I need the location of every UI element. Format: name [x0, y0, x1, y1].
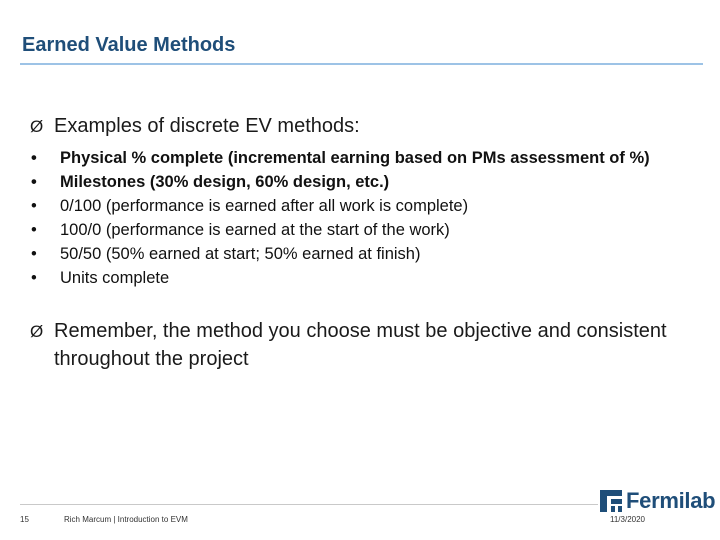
bullet-dot-icon: •: [31, 173, 37, 191]
footer-author: Rich Marcum | Introduction to EVM: [64, 515, 188, 524]
list-item: [30, 218, 700, 242]
footer-date: 11/3/2020: [610, 515, 645, 524]
title-divider: [20, 63, 703, 65]
fermilab-logo-icon: [600, 490, 622, 512]
slide-content: [30, 112, 700, 373]
list-item-text: Milestones (30% design, 60% design, etc.): [60, 173, 390, 191]
logo-text: Fermilab: [626, 488, 716, 513]
bullet-dot-icon: •: [31, 149, 37, 167]
bullet-dot-icon: •: [31, 197, 37, 215]
slide-title: Earned Value Methods: [22, 34, 236, 56]
section-heading-remember: [30, 317, 700, 373]
list-item-text: Units complete: [60, 269, 170, 287]
bullet-dot-icon: •: [31, 269, 37, 287]
bullet-dot-icon: •: [31, 221, 37, 239]
list-item-text: 50/50 (50% earned at start; 50% earned at finish): [60, 245, 421, 263]
section-heading-examples: [30, 112, 700, 142]
bullet-dot-icon: •: [31, 245, 37, 263]
list-item: [30, 170, 700, 194]
list-item-text: 100/0 (performance is earned at the start of the work): [60, 221, 450, 239]
ev-methods-list: [30, 146, 700, 290]
arrow-bullet-icon: Ø: [30, 117, 44, 136]
heading-text: Examples of discrete EV methods:: [54, 115, 360, 137]
heading-text: Remember, the method you choose must be objective and consistent throughout the project: [54, 320, 667, 370]
list-item-text: 0/100 (performance is earned after all work is complete): [60, 197, 469, 215]
list-item-text: Physical % complete (incremental earning based on PMs assessment of %): [60, 149, 650, 167]
list-item: [30, 194, 700, 218]
fermilab-logo: [598, 488, 715, 514]
list-item: [30, 242, 700, 266]
page-number: 15: [20, 515, 29, 524]
arrow-bullet-icon: Ø: [30, 322, 44, 341]
list-item: [30, 146, 700, 170]
list-item: [30, 266, 700, 290]
